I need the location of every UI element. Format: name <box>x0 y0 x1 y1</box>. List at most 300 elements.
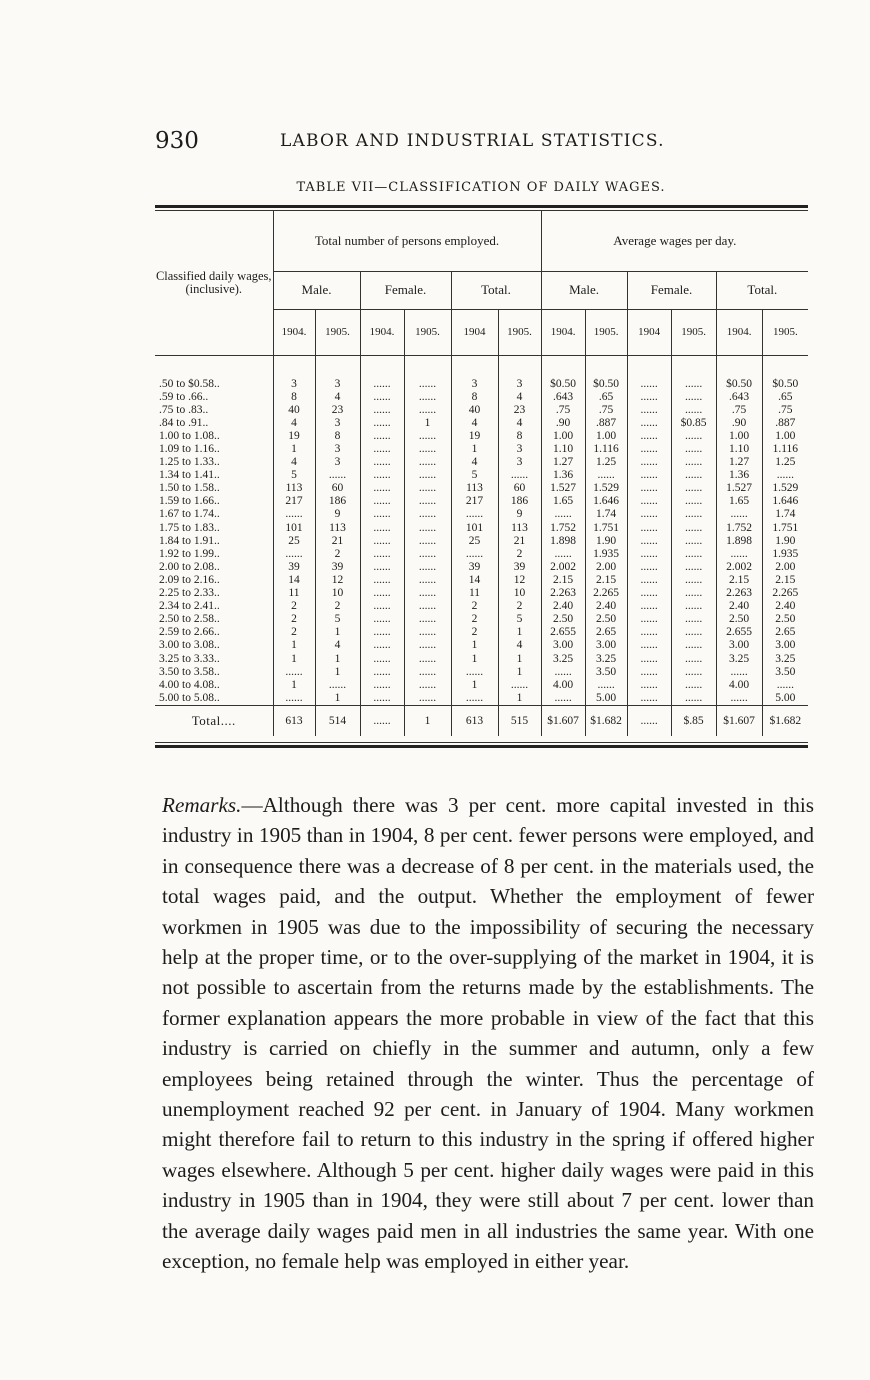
table-cell: ...... <box>671 482 716 495</box>
table-cell: 3 <box>315 417 360 430</box>
table-cell: 4 <box>315 391 360 404</box>
table-cell: ...... <box>404 626 451 639</box>
table-cell: 1.00 <box>762 430 808 443</box>
table-cell: 4 <box>451 417 498 430</box>
stub-header: Classified daily wages, (inclusive). <box>155 268 272 296</box>
table-cell: 4.00 <box>716 679 762 692</box>
table-cell: 2.50 <box>762 613 808 626</box>
table-cell: .90 <box>541 417 585 430</box>
table-cell: .75 <box>585 404 627 417</box>
table-cell: ...... <box>627 626 671 639</box>
table-cell: 1.25 <box>585 456 627 469</box>
table-body <box>155 355 808 705</box>
table-cell: $0.50 <box>716 378 762 391</box>
table-cell: 4 <box>498 639 541 652</box>
table-cell: 1.27 <box>541 456 585 469</box>
table-cell: ...... <box>360 679 404 692</box>
table-cell: 3.00 <box>541 639 585 652</box>
wages-table-container <box>155 205 808 748</box>
table-row <box>155 508 808 521</box>
table-cell: .643 <box>541 391 585 404</box>
table-cell: 186 <box>315 495 360 508</box>
table-cell: 1.646 <box>762 495 808 508</box>
table-cell: 1 <box>273 639 315 652</box>
table-row <box>155 600 808 613</box>
table-cell: 5 <box>315 613 360 626</box>
table-cell: 1 <box>315 692 360 706</box>
table-cell: ...... <box>627 652 671 665</box>
table-cell: 8 <box>273 391 315 404</box>
table-cell: 3 <box>498 456 541 469</box>
wage-class-cell: 2.59 to 2.66.. <box>159 626 220 639</box>
table-cell: 1.935 <box>762 548 808 561</box>
table-cell: ...... <box>585 469 627 482</box>
table-cell: 1 <box>404 417 451 430</box>
table-cell: 2.00 <box>585 561 627 574</box>
table-cell: 2 <box>315 548 360 561</box>
table-row <box>155 679 808 692</box>
table-cell: 113 <box>315 522 360 535</box>
wage-class-cell: 1.00 to 1.08.. <box>159 429 220 442</box>
table-cell: $0.85 <box>671 417 716 430</box>
table-cell: ...... <box>627 508 671 521</box>
wage-class-cell: 2.25 to 2.33.. <box>159 587 220 600</box>
table-cell: ...... <box>627 679 671 692</box>
table-cell: 4 <box>273 417 315 430</box>
table-cell: 217 <box>273 495 315 508</box>
table-cell: 3 <box>315 443 360 456</box>
table-cell: $0.50 <box>585 378 627 391</box>
table-row <box>155 417 808 430</box>
table-cell: 2.265 <box>585 587 627 600</box>
table-cell: 1.529 <box>762 482 808 495</box>
table-cell: 101 <box>273 522 315 535</box>
table-cell: 4 <box>273 456 315 469</box>
table-cell: 3 <box>273 378 315 391</box>
table-cell: ...... <box>404 535 451 548</box>
table-cell: ...... <box>360 508 404 521</box>
table-cell: 11 <box>451 587 498 600</box>
table-cell: ...... <box>627 404 671 417</box>
total-cell: 613 <box>451 705 498 736</box>
table-cell: 2.263 <box>541 587 585 600</box>
table-cell: ...... <box>360 666 404 679</box>
table-cell: ...... <box>404 522 451 535</box>
table-row <box>155 639 808 652</box>
table-cell: 1 <box>451 443 498 456</box>
table-row <box>155 652 808 665</box>
table-cell: 5 <box>498 613 541 626</box>
table-cell: ...... <box>360 391 404 404</box>
table-cell: 2.002 <box>716 561 762 574</box>
table-cell: 2 <box>273 613 315 626</box>
table-cell: 8 <box>498 430 541 443</box>
table-cell: ...... <box>360 535 404 548</box>
table-cell: 1.10 <box>716 443 762 456</box>
wage-class-cell: 3.50 to 3.58.. <box>159 665 220 678</box>
page-number: 930 <box>155 128 199 154</box>
table-cell: 4 <box>315 639 360 652</box>
table-cell: ...... <box>404 600 451 613</box>
table-cell: ...... <box>315 679 360 692</box>
table-cell: 40 <box>451 404 498 417</box>
wage-class-cell: 2.09 to 2.16.. <box>159 573 220 586</box>
table-cell: 39 <box>451 561 498 574</box>
table-cell: 1.529 <box>585 482 627 495</box>
table-row <box>155 456 808 469</box>
wage-class-cell: 1.84 to 1.91.. <box>159 534 220 547</box>
table-cell: 1.90 <box>585 535 627 548</box>
table-cell: 2.002 <box>541 561 585 574</box>
table-cell: ...... <box>627 456 671 469</box>
table-cell: 2.15 <box>762 574 808 587</box>
year-header: 1905. <box>498 309 541 355</box>
table-cell: 1.898 <box>541 535 585 548</box>
table-cell: 1 <box>315 652 360 665</box>
table-cell: .90 <box>716 417 762 430</box>
total-cell: $.85 <box>671 705 716 736</box>
table-cell: 60 <box>498 482 541 495</box>
table-cell: ...... <box>360 404 404 417</box>
table-cell: 23 <box>315 404 360 417</box>
table-cell: 1 <box>451 639 498 652</box>
table-cell: ...... <box>360 652 404 665</box>
table-cell: 8 <box>451 391 498 404</box>
table-cell: 2 <box>273 626 315 639</box>
table-cell: 4.00 <box>541 679 585 692</box>
table-cell: ...... <box>360 469 404 482</box>
table-cell: 2 <box>273 600 315 613</box>
table-cell: ...... <box>762 679 808 692</box>
table-cell: 2.40 <box>585 600 627 613</box>
table-cell: 10 <box>315 587 360 600</box>
table-cell: ...... <box>360 378 404 391</box>
table-cell: ...... <box>404 561 451 574</box>
table-cell: 1.00 <box>541 430 585 443</box>
table-cell: ...... <box>762 469 808 482</box>
table-cell: ...... <box>360 482 404 495</box>
table-cell: 1 <box>315 666 360 679</box>
table-cell: ...... <box>671 378 716 391</box>
table-cell: 60 <box>315 482 360 495</box>
year-header: 1904. <box>541 309 585 355</box>
table-cell: 11 <box>273 587 315 600</box>
table-cell: ...... <box>273 548 315 561</box>
table-cell: 1 <box>315 626 360 639</box>
remarks-text: —Although there was 3 per cent. more capital invested in this industry in 1905 than in 1904, 8 per cent. fewer persons were employed, and in consequence there was a decrease of 8 per cent. in the materials used, the total wages paid, and the output. Whether the employment of fewer workmen in 1905 was due to the impossibility of securing the necessary help at the proper time, or to the over-supplying of the market in 1904, it is not possible to ascertain from the returns made by the establishments. The former explanation appears the more probable in view of the fact that this industry is carried on chiefly in the summer and autumn, only a few employees being retained through the winter. Thus the percentage of unemployment reached 92 per cent. in January of 1904. Many workmen might therefore fail to return to this industry in the spring if offered higher wages elsewhere. Although 5 per cent. higher daily wages were paid in this industry in 1905 than in 1904, they were still about 7 per cent. lower than the average daily wages paid men in all industries the same year. With one exception, no female help was employed in either year. <box>162 793 814 1274</box>
total-cell: $1.607 <box>716 705 762 736</box>
table-cell: ...... <box>451 692 498 706</box>
year-header: 1904. <box>360 309 404 355</box>
table-cell: ...... <box>360 639 404 652</box>
table-cell: 5 <box>273 469 315 482</box>
table-cell: ...... <box>671 626 716 639</box>
wage-class-cell: 1.92 to 1.99.. <box>159 547 220 560</box>
table-row <box>155 404 808 417</box>
table-cell: 1.90 <box>762 535 808 548</box>
table-cell: 1 <box>273 679 315 692</box>
table-cell: ...... <box>627 430 671 443</box>
table-cell: 3.50 <box>762 666 808 679</box>
table-cell: $0.50 <box>762 378 808 391</box>
table-cell: 21 <box>315 535 360 548</box>
table-cell: 3 <box>498 443 541 456</box>
wage-class-cell: 3.25 to 3.33.. <box>159 652 220 665</box>
table-cell: 5.00 <box>762 692 808 706</box>
wage-class-cell: 1.09 to 1.16.. <box>159 443 220 456</box>
table-cell: ...... <box>671 666 716 679</box>
year-header: 1905. <box>585 309 627 355</box>
group-header-wages: Average wages per day. <box>541 211 808 271</box>
table-cell: ...... <box>360 522 404 535</box>
table-cell: 10 <box>498 587 541 600</box>
table-cell: ...... <box>451 548 498 561</box>
table-cell: ...... <box>451 508 498 521</box>
table-cell: ...... <box>671 600 716 613</box>
table-cell: 3.50 <box>585 666 627 679</box>
table-cell: ...... <box>671 639 716 652</box>
table-cell: 1.74 <box>762 508 808 521</box>
table-cell: 1.935 <box>585 548 627 561</box>
table-cell: ...... <box>404 692 451 706</box>
table-cell: 40 <box>273 404 315 417</box>
table-cell: 1.27 <box>716 456 762 469</box>
table-cell: ...... <box>671 469 716 482</box>
year-header: 1905. <box>762 309 808 355</box>
total-cell: ...... <box>360 705 404 736</box>
table-cell: 2.655 <box>716 626 762 639</box>
table-cell: ...... <box>541 692 585 706</box>
table-cell: ...... <box>671 652 716 665</box>
table-cell: 9 <box>498 508 541 521</box>
table-cell: 1.116 <box>762 443 808 456</box>
table-cell: ...... <box>360 443 404 456</box>
table-cell: 8 <box>315 430 360 443</box>
table-cell: ...... <box>360 548 404 561</box>
table-row <box>155 574 808 587</box>
wage-class-cell: 2.34 to 2.41.. <box>159 600 220 613</box>
table-cell: 9 <box>315 508 360 521</box>
table-row <box>155 430 808 443</box>
table-cell: 25 <box>451 535 498 548</box>
table-cell: ...... <box>273 692 315 706</box>
table-cell: ...... <box>273 666 315 679</box>
table-cell: ...... <box>360 574 404 587</box>
table-cell: ...... <box>627 561 671 574</box>
table-cell: $0.50 <box>541 378 585 391</box>
table-cell: 2.40 <box>716 600 762 613</box>
table-cell: 1.527 <box>716 482 762 495</box>
table-title: TABLE VII—CLASSIFICATION OF DAILY WAGES. <box>296 180 666 195</box>
table-cell: ...... <box>627 417 671 430</box>
table-cell: 2.263 <box>716 587 762 600</box>
table-row <box>155 535 808 548</box>
table-cell: ...... <box>671 404 716 417</box>
table-cell: ...... <box>360 626 404 639</box>
table-cell: 12 <box>315 574 360 587</box>
table-cell: 2.50 <box>585 613 627 626</box>
table-cell: ...... <box>404 613 451 626</box>
year-header: 1904 <box>627 309 671 355</box>
table-row <box>155 522 808 535</box>
table-cell: ...... <box>627 391 671 404</box>
table-cell: ...... <box>627 535 671 548</box>
table-cell: 1 <box>273 443 315 456</box>
wage-class-cell: .75 to .83.. <box>159 403 209 416</box>
table-cell: ...... <box>404 587 451 600</box>
table-cell: 101 <box>451 522 498 535</box>
table-row <box>155 443 808 456</box>
table-cell: 1.25 <box>762 456 808 469</box>
total-cell: $1.607 <box>541 705 585 736</box>
table-cell: ...... <box>451 666 498 679</box>
wage-class-cell: 1.59 to 1.66.. <box>159 495 220 508</box>
table-cell: 2 <box>498 548 541 561</box>
table-cell: ...... <box>541 508 585 521</box>
table-cell: 1 <box>451 679 498 692</box>
sub-header-persons-female: Female. <box>360 271 451 309</box>
table-cell: ...... <box>404 456 451 469</box>
table-cell: .75 <box>762 404 808 417</box>
table-cell: 1 <box>451 652 498 665</box>
table-cell: 3 <box>498 378 541 391</box>
table-cell: ...... <box>404 666 451 679</box>
table-cell: 3.25 <box>716 652 762 665</box>
table-cell: ...... <box>627 495 671 508</box>
table-cell: 2 <box>451 600 498 613</box>
top-rule <box>155 205 808 208</box>
table-cell: 1.36 <box>541 469 585 482</box>
table-cell: 1.65 <box>541 495 585 508</box>
table-cell: .65 <box>762 391 808 404</box>
table-cell: 1.751 <box>762 522 808 535</box>
table-cell: ...... <box>541 666 585 679</box>
table-cell: ...... <box>404 495 451 508</box>
total-cell: ...... <box>627 705 671 736</box>
table-cell: 2 <box>451 626 498 639</box>
table-cell: ...... <box>671 535 716 548</box>
table-cell: ...... <box>716 692 762 706</box>
table-cell: ...... <box>360 430 404 443</box>
total-cell: 514 <box>315 705 360 736</box>
table-cell: .65 <box>585 391 627 404</box>
table-cell: 3 <box>315 456 360 469</box>
table-cell: ...... <box>360 417 404 430</box>
table-cell: 113 <box>498 522 541 535</box>
table-row <box>155 548 808 561</box>
table-cell: 2 <box>315 600 360 613</box>
table-cell: ...... <box>404 574 451 587</box>
year-header: 1904 <box>451 309 498 355</box>
wage-class-cell: 1.25 to 1.33.. <box>159 456 220 469</box>
table-cell: ...... <box>627 548 671 561</box>
table-cell: ...... <box>585 679 627 692</box>
table-cell: ...... <box>627 600 671 613</box>
table-cell: 2.15 <box>585 574 627 587</box>
table-cell: ...... <box>671 456 716 469</box>
table-cell: 1.646 <box>585 495 627 508</box>
wage-class-cell: .50 to $0.58.. <box>159 377 220 390</box>
table-cell: ...... <box>627 692 671 706</box>
table-cell: ...... <box>404 679 451 692</box>
table-cell: 1.36 <box>716 469 762 482</box>
table-cell: ...... <box>498 679 541 692</box>
table-cell: 2 <box>451 613 498 626</box>
table-cell: 1 <box>498 666 541 679</box>
table-cell: 1 <box>498 652 541 665</box>
table-cell: 3.00 <box>716 639 762 652</box>
table-cell: 4 <box>498 417 541 430</box>
table-cell: ...... <box>360 692 404 706</box>
table-cell: 3.25 <box>541 652 585 665</box>
year-header: 1905. <box>315 309 360 355</box>
table-cell: 5 <box>451 469 498 482</box>
table-cell: ...... <box>404 391 451 404</box>
wage-class-cell: .84 to .91.. <box>159 416 209 429</box>
table-cell: ...... <box>671 613 716 626</box>
table-cell: ...... <box>671 508 716 521</box>
table-cell: ...... <box>671 443 716 456</box>
table-cell: 3.00 <box>762 639 808 652</box>
table-cell: 1 <box>273 652 315 665</box>
wages-table <box>155 211 808 736</box>
table-cell: ...... <box>360 456 404 469</box>
table-cell: 39 <box>273 561 315 574</box>
wage-class-cell: 1.67 to 1.74.. <box>159 508 220 521</box>
wage-class-cell: 4.00 to 4.08.. <box>159 678 220 691</box>
year-header: 1905. <box>404 309 451 355</box>
table-cell: ...... <box>671 561 716 574</box>
table-cell: ...... <box>404 404 451 417</box>
total-row <box>155 705 808 736</box>
table-cell: 4 <box>498 391 541 404</box>
table-row <box>155 495 808 508</box>
table-cell: ...... <box>360 600 404 613</box>
wage-class-cell: 2.00 to 2.08.. <box>159 560 220 573</box>
page-header <box>155 128 815 158</box>
table-cell: ...... <box>671 692 716 706</box>
table-cell: 1.00 <box>585 430 627 443</box>
table-cell: .643 <box>716 391 762 404</box>
sub-header-persons-total: Total. <box>451 271 541 309</box>
bottom-rule <box>155 745 808 748</box>
table-cell: 19 <box>451 430 498 443</box>
table-cell: .75 <box>541 404 585 417</box>
table-row <box>155 391 808 404</box>
table-cell: ...... <box>360 495 404 508</box>
sub-header-wages-female: Female. <box>627 271 716 309</box>
table-cell: 14 <box>273 574 315 587</box>
table-cell: 12 <box>498 574 541 587</box>
wage-class-cell: 3.00 to 3.08.. <box>159 639 220 652</box>
table-row <box>155 378 808 391</box>
table-cell: ...... <box>627 378 671 391</box>
table-cell: ...... <box>404 639 451 652</box>
table-cell: 1.116 <box>585 443 627 456</box>
table-cell: 23 <box>498 404 541 417</box>
table-row <box>155 561 808 574</box>
table-cell: ...... <box>627 522 671 535</box>
table-cell: 1.752 <box>716 522 762 535</box>
table-cell: 2.00 <box>762 561 808 574</box>
table-row <box>155 626 808 639</box>
table-cell: ...... <box>273 508 315 521</box>
table-row <box>155 613 808 626</box>
table-cell: 2.65 <box>762 626 808 639</box>
table-cell: ...... <box>404 508 451 521</box>
table-cell: ...... <box>404 430 451 443</box>
wage-class-cell: 2.50 to 2.58.. <box>159 613 220 626</box>
